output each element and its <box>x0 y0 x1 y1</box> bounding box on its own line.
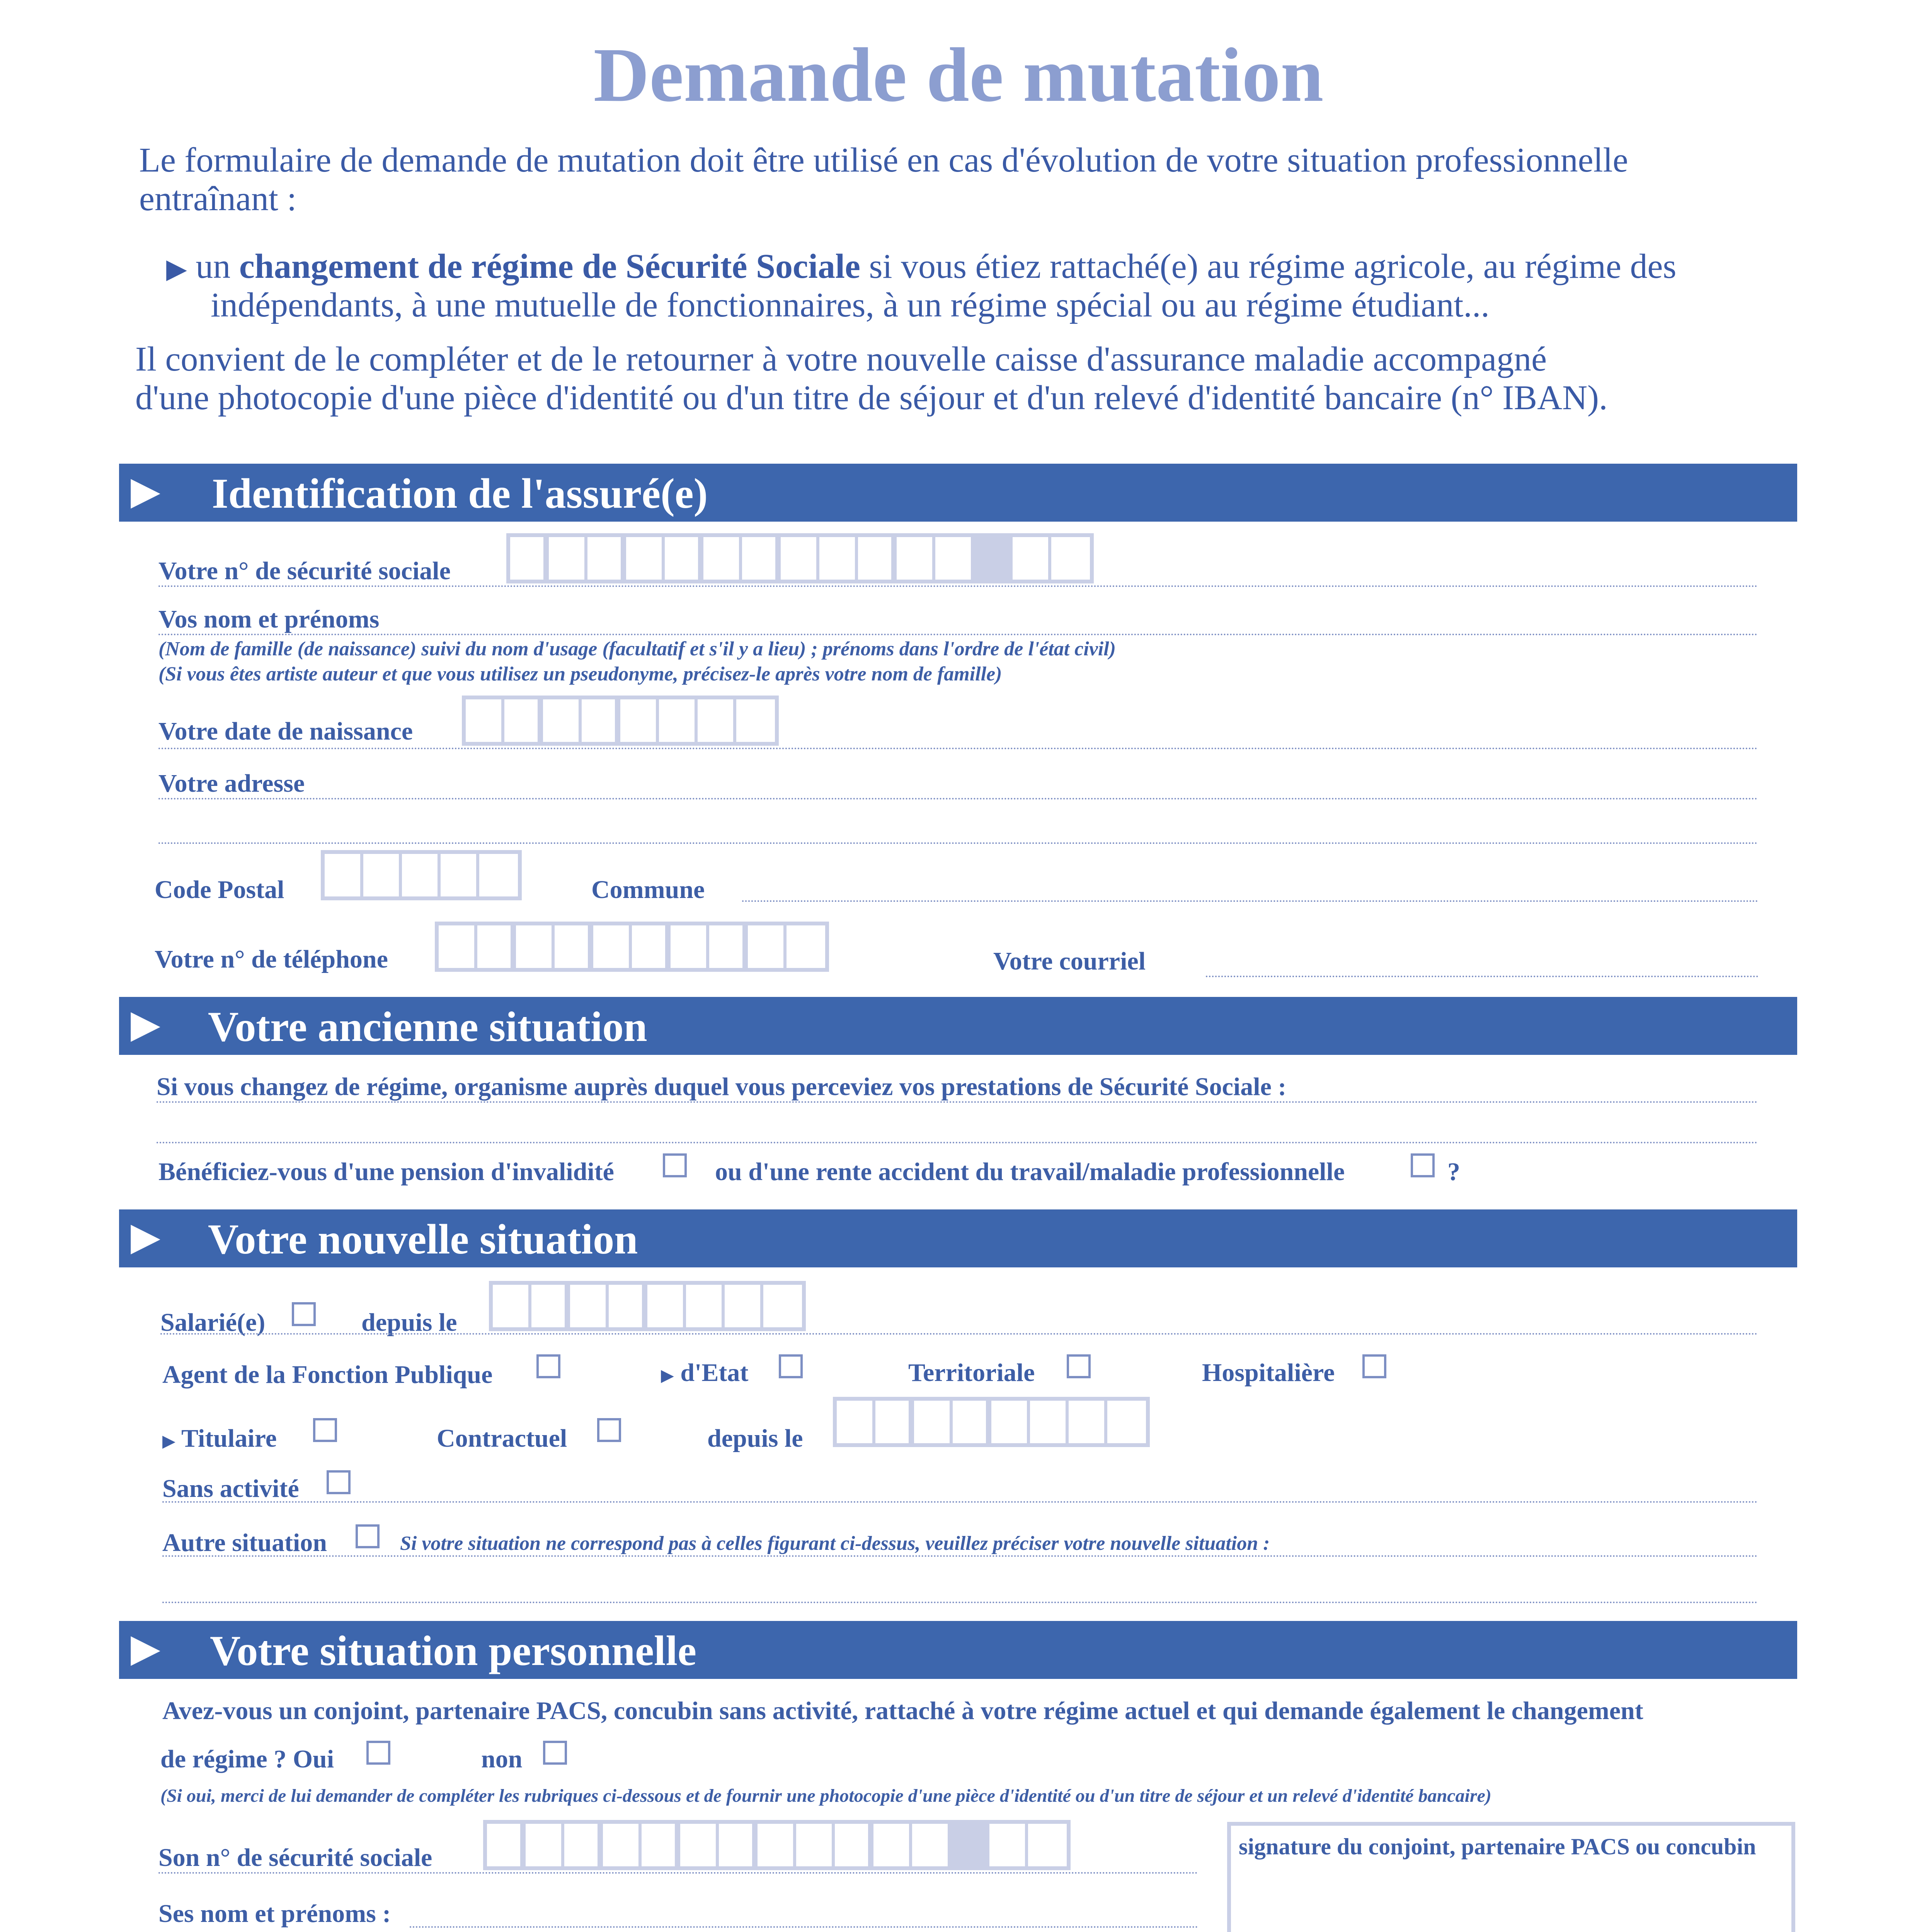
section-situation-personnelle <box>119 1621 1797 1679</box>
intro-text <box>139 141 1801 218</box>
phone-input[interactable] <box>435 922 829 972</box>
intro-line: Le formulaire de demande de mutation doit être utilisé en cas d'évolution de votre situation professionnelle <box>139 141 1628 179</box>
autre-note: Si votre situation ne correspond pas à celles figurant ci-dessus, veuillez préciser votre nouvelle situation : <box>400 1532 1270 1554</box>
intro-paragraph <box>135 340 1836 417</box>
rente-label: ou d'une rente accident du travail/maladie professionnelle <box>715 1158 1345 1186</box>
conjoint-question: Avez-vous un conjoint, partenaire PACS, concubin sans activité, rattaché à votre régime actuel et qui demande également le changement <box>162 1697 1643 1725</box>
section-title: Votre ancienne situation <box>208 1003 647 1050</box>
conjoint-name-field[interactable] <box>410 1926 1198 1928</box>
conjoint-ssn-input[interactable] <box>483 1820 1071 1870</box>
page-title: Demande de mutation <box>593 32 1324 118</box>
address-label: Votre adresse <box>158 769 305 798</box>
salarie-checkbox[interactable] <box>292 1302 316 1326</box>
etat-option <box>661 1358 748 1388</box>
play-arrow-icon: ▶ <box>162 1432 175 1451</box>
conjoint-ssn-label: Son n° de sécurité sociale <box>158 1844 432 1872</box>
section-ancienne-situation <box>119 997 1797 1055</box>
name-note: (Si vous êtes artiste auteur et que vous utilisez un pseudonyme, précisez-le après votre nom de famille) <box>158 663 1002 685</box>
ssn-label: Votre n° de sécurité sociale <box>158 557 451 585</box>
regime-field[interactable] <box>157 1142 1759 1143</box>
autre-label: Autre situation <box>162 1529 327 1557</box>
section-nouvelle-situation <box>119 1209 1797 1267</box>
bullet-prefix: un <box>196 247 231 286</box>
name-field[interactable] <box>158 634 1759 635</box>
territoriale-label: Territoriale <box>908 1359 1035 1387</box>
pension-checkbox[interactable] <box>663 1153 687 1177</box>
conjoint-question-oui: de régime ? Oui <box>160 1745 334 1773</box>
sans-activite-checkbox[interactable] <box>327 1470 351 1494</box>
titulaire-option <box>162 1424 277 1453</box>
name-note: (Nom de famille (de naissance) suivi du nom d'usage (facultatif et s'il y a lieu) ; prénoms dans l'ordre de l'état civil) <box>158 638 1116 660</box>
agent-label: Agent de la Fonction Publique <box>162 1361 493 1389</box>
section-title: Votre nouvelle situation <box>208 1216 638 1263</box>
conjoint-signature-box[interactable] <box>1227 1822 1795 1932</box>
hospitaliere-checkbox[interactable] <box>1362 1354 1386 1378</box>
birthdate-label: Votre date de naissance <box>158 717 413 745</box>
ssn-input[interactable] <box>506 533 1094 583</box>
titulaire-label: Titulaire <box>181 1424 277 1452</box>
email-label: Votre courriel <box>993 947 1146 975</box>
play-arrow-icon: ▶ <box>166 254 187 284</box>
address-field[interactable] <box>158 798 1759 799</box>
postal-input[interactable] <box>321 850 522 900</box>
bullet-rest: si vous étiez rattaché(e) au régime agricole, au régime des <box>869 247 1677 286</box>
titulaire-checkbox[interactable] <box>313 1418 337 1442</box>
etat-checkbox[interactable] <box>779 1354 803 1378</box>
play-arrow-icon: ▶ <box>661 1366 674 1385</box>
intro-line: d'une photocopie d'une pièce d'identité ou d'un titre de séjour et d'un relevé d'identité bancaire (n° IBAN). <box>135 379 1608 417</box>
intro-bullet <box>166 247 1828 289</box>
rente-checkbox[interactable] <box>1411 1153 1435 1177</box>
titulaire-date-input[interactable] <box>833 1397 1150 1447</box>
regime-field[interactable] <box>157 1101 1759 1103</box>
section-identification <box>119 464 1797 522</box>
contractuel-checkbox[interactable] <box>597 1418 621 1442</box>
hospitaliere-label: Hospitalière <box>1202 1359 1335 1387</box>
conjoint-name-label: Ses nom et prénoms : <box>158 1900 391 1928</box>
depuis-label: depuis le <box>361 1308 457 1337</box>
conjoint-signature-label: signature du conjoint, partenaire PACS ou concubin <box>1239 1834 1756 1859</box>
etat-label: d'Etat <box>680 1359 749 1387</box>
phone-label: Votre n° de téléphone <box>155 945 388 973</box>
commune-field[interactable] <box>742 900 1759 902</box>
birthdate-input[interactable] <box>462 696 779 746</box>
play-arrow-icon: ▶ <box>131 1627 160 1670</box>
intro-line: entraînant : <box>139 180 297 218</box>
postal-label: Code Postal <box>155 876 284 904</box>
salarie-date-input[interactable] <box>489 1281 806 1331</box>
bullet-line2: indépendants, à une mutuelle de fonctionnaires, à un régime spécial ou au régime étudiant... <box>211 286 1490 324</box>
question-mark: ? <box>1447 1158 1460 1186</box>
name-label: Vos nom et prénoms <box>158 605 380 633</box>
sans-activite-label: Sans activité <box>162 1475 299 1503</box>
pension-label: Bénéficiez-vous d'une pension d'invalidité <box>158 1158 614 1186</box>
commune-label: Commune <box>591 876 705 904</box>
play-arrow-icon: ▶ <box>131 1215 160 1258</box>
regime-label: Si vous changez de régime, organisme auprès duquel vous perceviez vos prestations de Sécurité Sociale : <box>157 1073 1287 1101</box>
section-title: Identification de l'assuré(e) <box>212 470 708 517</box>
autre-field[interactable] <box>162 1602 1759 1603</box>
play-arrow-icon: ▶ <box>131 469 160 512</box>
territoriale-checkbox[interactable] <box>1067 1354 1091 1378</box>
contractuel-label: Contractuel <box>437 1424 567 1452</box>
autre-checkbox[interactable] <box>356 1524 380 1548</box>
agent-checkbox[interactable] <box>536 1354 560 1378</box>
bullet-bold: changement de régime de Sécurité Sociale <box>239 247 860 286</box>
address-field[interactable] <box>158 842 1759 844</box>
depuis2-label: depuis le <box>707 1424 803 1452</box>
play-arrow-icon: ▶ <box>131 1003 160 1046</box>
non-checkbox[interactable] <box>543 1741 567 1765</box>
email-field[interactable] <box>1206 976 1759 977</box>
oui-checkbox[interactable] <box>366 1741 390 1765</box>
intro-line: Il convient de le compléter et de le retourner à votre nouvelle caisse d'assurance maladie accompagné <box>135 340 1547 378</box>
non-label: non <box>481 1745 523 1773</box>
conjoint-note: (Si oui, merci de lui demander de compléter les rubriques ci-dessous et de fournir une photocopie d'une pièce d'identité ou d'un titre de séjour et un relevé d'identité bancaire) <box>160 1786 1491 1806</box>
section-title: Votre situation personnelle <box>210 1627 696 1674</box>
salarie-label: Salarié(e) <box>160 1308 266 1337</box>
